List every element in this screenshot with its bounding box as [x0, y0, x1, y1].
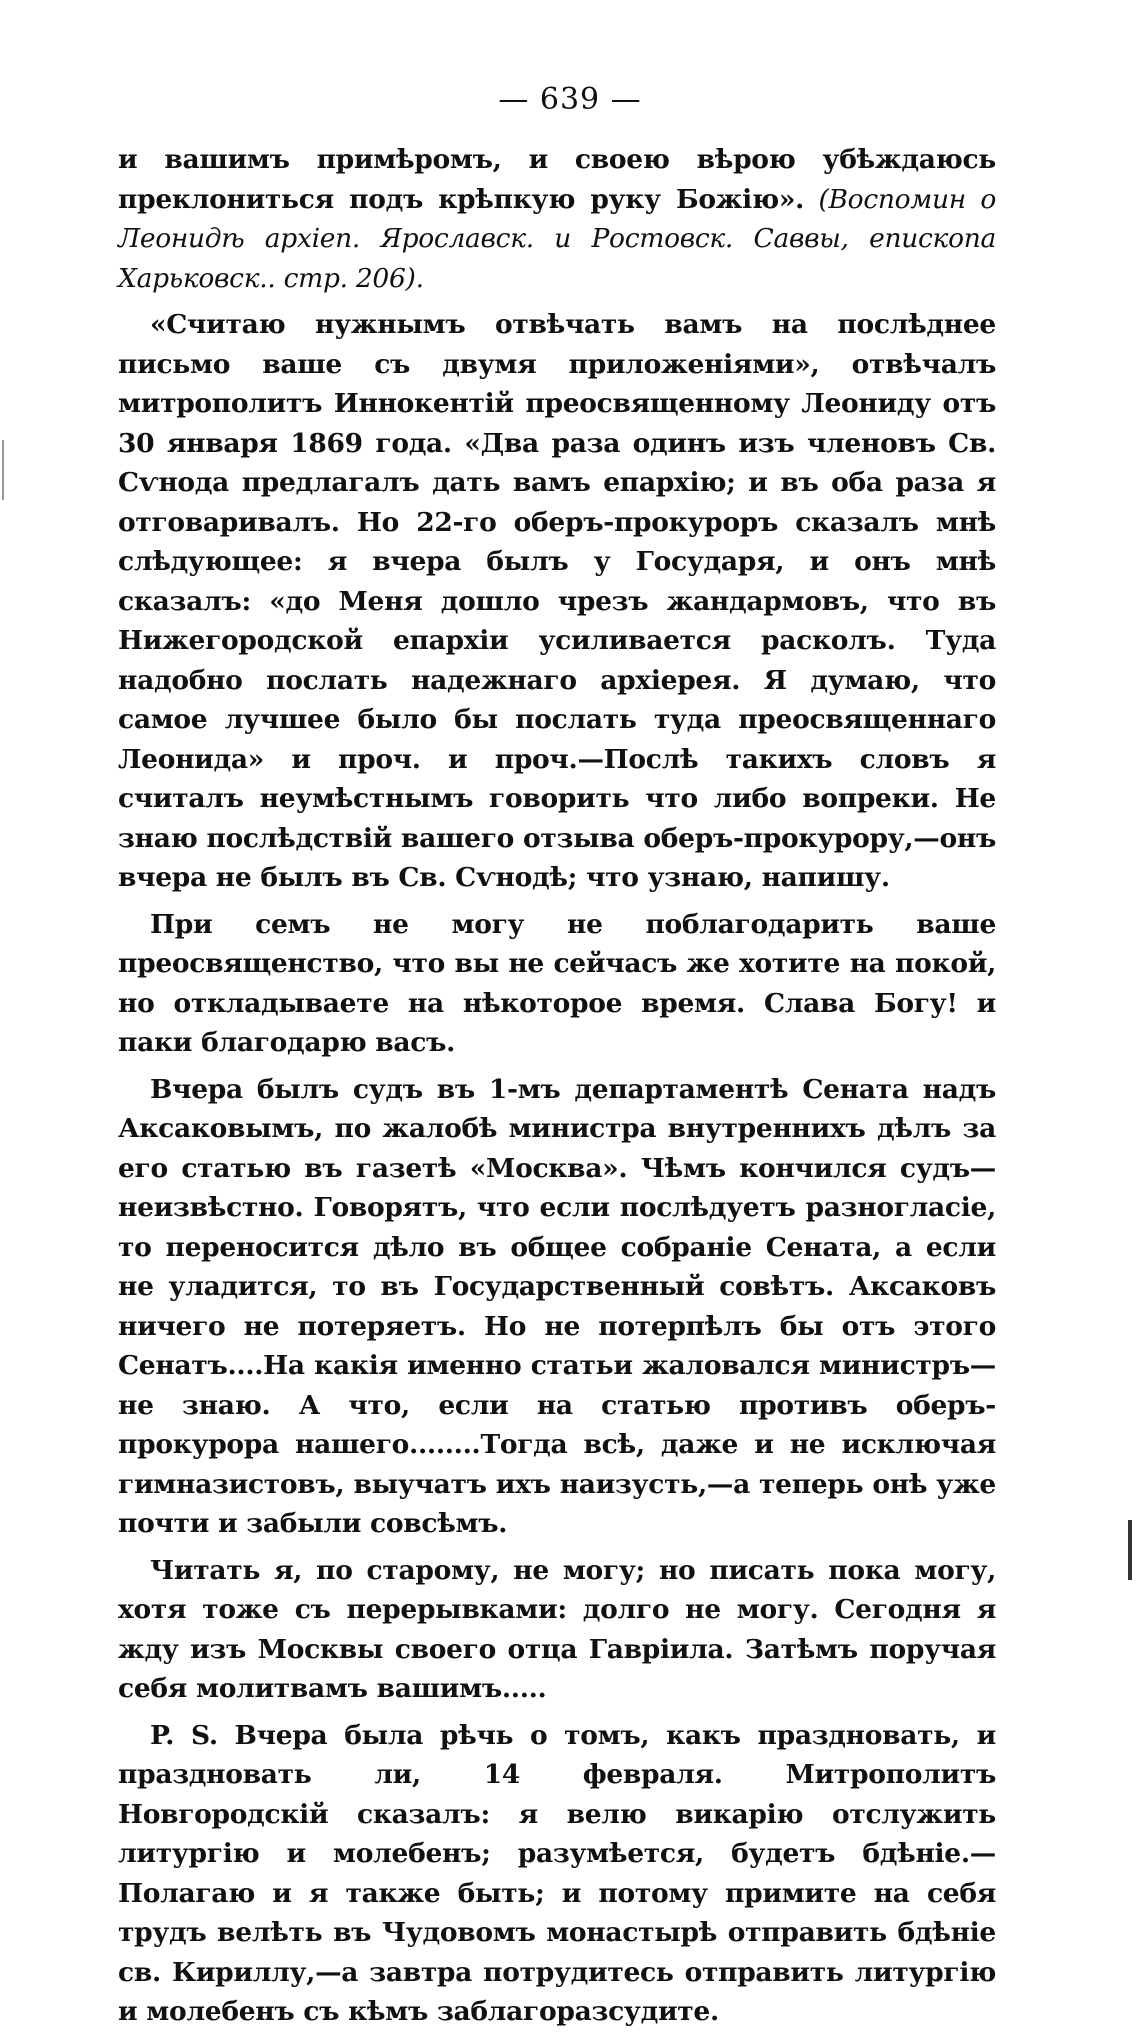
paragraph-1 — [118, 140, 996, 298]
paragraph-6: P. S. Вчера была рѣчь о томъ, какъ праздновать, и праздновать ли, 14 февраля. Митрополитъ Новгородскій сказалъ: я велю викарію отслужить литургію и молебенъ; разумѣется, будетъ бдѣніе.—Полагаю и я также быть; и потому примите на себя трудъ велѣть въ Чудовомъ монастырѣ отправить бдѣніе св. Кириллу,—а завтра потрудитесь отправить литургію и молебенъ съ кѣмъ заблагоразсудите. — [118, 1719, 996, 2027]
paragraph-3: При семъ не могу не поблагодарить ваше преосвященство, что вы не сейчасъ же хотите на покой, но откладываете на нѣкоторое время. Слава Богу! и паки благодарю васъ. — [118, 908, 996, 1058]
paragraph-1-text: и вашимъ примѣромъ, и своею вѣрою убѣждаюсь преклониться подъ крѣпкую руку Божію». — [118, 144, 996, 215]
page-number: — 639 — — [498, 82, 642, 117]
scan-margin-mark — [1128, 1520, 1132, 1580]
body-text — [118, 140, 996, 2039]
paragraph-2: «Считаю нужнымъ отвѣчать вамъ на послѣднее письмо ваше съ двумя приложеніями», отвѣчалъ митрополитъ Иннокентій преосвященному Леониду отъ 30 января 1869 года. «Два раза одинъ изъ членовъ Св. Сѵнода предлагалъ дать вамъ епархію; и въ оба раза я отговаривалъ. Но 22-го оберъ-прокуроръ сказалъ мнѣ слѣдующее: я вчера былъ у Государя, и онъ мнѣ сказалъ: «до Меня дошло чрезъ жандармовъ, что въ Нижегородской епархіи усиливается расколъ. Туда надобно послать надежнаго архіерея. Я думаю, что самое лучшее было бы послать туда преосвященнаго Леонида» и проч. и проч.—Послѣ такихъ словъ я считалъ неумѣстнымъ говорить что либо вопреки. Не знаю послѣдствій вашего отзыва оберъ-прокурору,—онъ вчера не былъ въ Св. Сѵнодѣ; что узнаю, напишу. — [118, 309, 996, 893]
citation: (Воспомин о Леонидѣ архіеп. Ярославск. и Ростовск. Саввы, епископа Харьковск.. стр. 206). — [118, 183, 996, 294]
scan-margin-mark-left — [2, 440, 4, 500]
paragraph-5: Читать я, по старому, не могу; но писать пока могу, хотя тоже съ перерывками: долго не могу. Сегодня я жду изъ Москвы своего отца Гавріила. Затѣмъ поручая себя молитвамъ вашимъ..... — [118, 1554, 996, 1704]
paragraph-4: Вчера былъ судъ въ 1-мъ департаментѣ Сената надъ Аксаковымъ, по жалобѣ министра внутреннихъ дѣлъ за его статью въ газетѣ «Москва». Чѣмъ кончился судъ—неизвѣстно. Говорятъ, что если послѣдуетъ разногласіе, то переносится дѣло въ общее собраніе Сената, а если не уладится, то въ Государственный совѣтъ. Аксаковъ ничего не потеряетъ. Но не потерпѣлъ бы отъ этого Сенатъ....На какія именно статьи жаловался министръ—не знаю. А что, если на статью противъ оберъ-прокурора нашего........Тогда всѣ, даже и не исключая гимназистовъ, выучатъ ихъ наизусть,—а теперь онѣ уже почти и забыли совсѣмъ. — [118, 1073, 996, 1539]
